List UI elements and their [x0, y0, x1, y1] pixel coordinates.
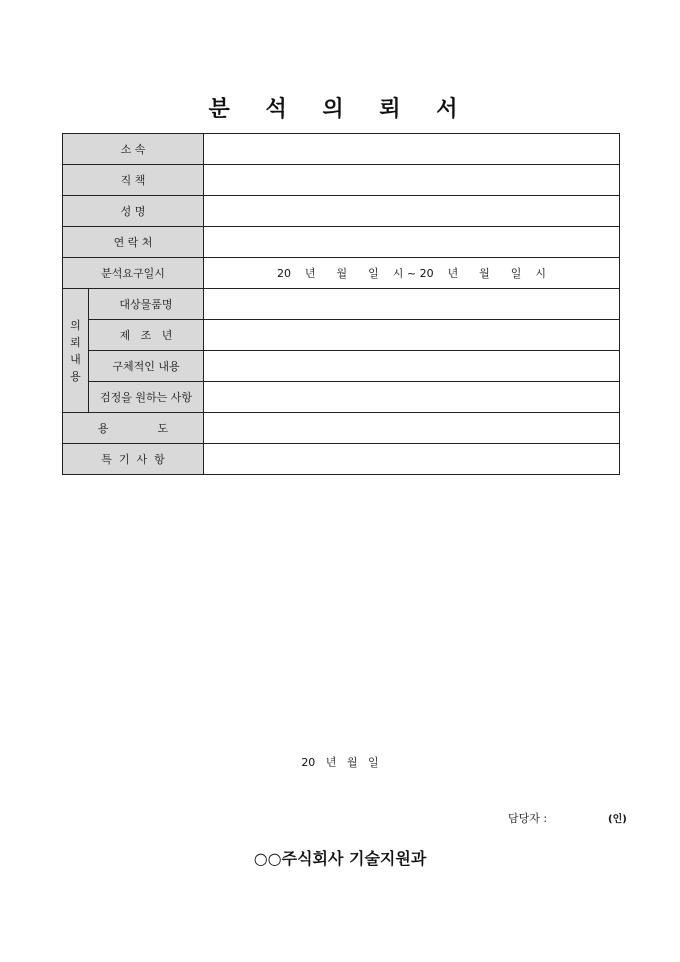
special-notes-label: 특 기 사 항: [63, 444, 204, 475]
contact-row: [63, 227, 620, 258]
specific-content-field[interactable]: [204, 351, 620, 382]
desired-items-row: [63, 382, 620, 413]
special-notes-field[interactable]: [204, 444, 620, 475]
name-label: 성 명: [63, 196, 204, 227]
affiliation-field[interactable]: [204, 134, 620, 165]
item-name-row: [63, 289, 620, 320]
contact-field[interactable]: [204, 227, 620, 258]
affiliation-row: [63, 134, 620, 165]
contact-label: 연 락 처: [63, 227, 204, 258]
request-details-group-label: [63, 289, 89, 413]
request-form-table: [62, 133, 620, 475]
special-notes-row: [63, 444, 620, 475]
request-details-group-text: 의뢰내용: [70, 318, 81, 383]
request-date-row: [63, 258, 620, 289]
manufacture-year-row: [63, 320, 620, 351]
seal-mark: (인): [608, 814, 627, 825]
specific-content-row: [63, 351, 620, 382]
usage-field[interactable]: [204, 413, 620, 444]
manager-label: 담당자 :: [508, 812, 548, 825]
company-name: ○○주식회사 기술지원과: [253, 849, 427, 868]
manufacture-year-field[interactable]: [204, 320, 620, 351]
item-name-label: 대상물품명: [89, 289, 204, 320]
specific-content-label: 구체적인 내용: [89, 351, 204, 382]
name-row: [63, 196, 620, 227]
footer-date: 20 년 월 일: [301, 756, 379, 769]
desired-items-label: 검정을 원하는 사항: [89, 382, 204, 413]
desired-items-field[interactable]: [204, 382, 620, 413]
position-row: [63, 165, 620, 196]
item-name-field[interactable]: [204, 289, 620, 320]
name-field[interactable]: [204, 196, 620, 227]
request-date-label: 분석요구일시: [63, 258, 204, 289]
document-title: 분 석 의 뢰 서: [208, 97, 472, 122]
usage-label: 용 도: [63, 413, 204, 444]
position-field[interactable]: [204, 165, 620, 196]
request-date-field[interactable]: 20 년 월 일 시 ~ 20 년 월 일 시: [204, 258, 620, 289]
position-label: 직 책: [63, 165, 204, 196]
affiliation-label: 소 속: [63, 134, 204, 165]
usage-row: [63, 413, 620, 444]
manufacture-year-label: 제 조 년: [89, 320, 204, 351]
